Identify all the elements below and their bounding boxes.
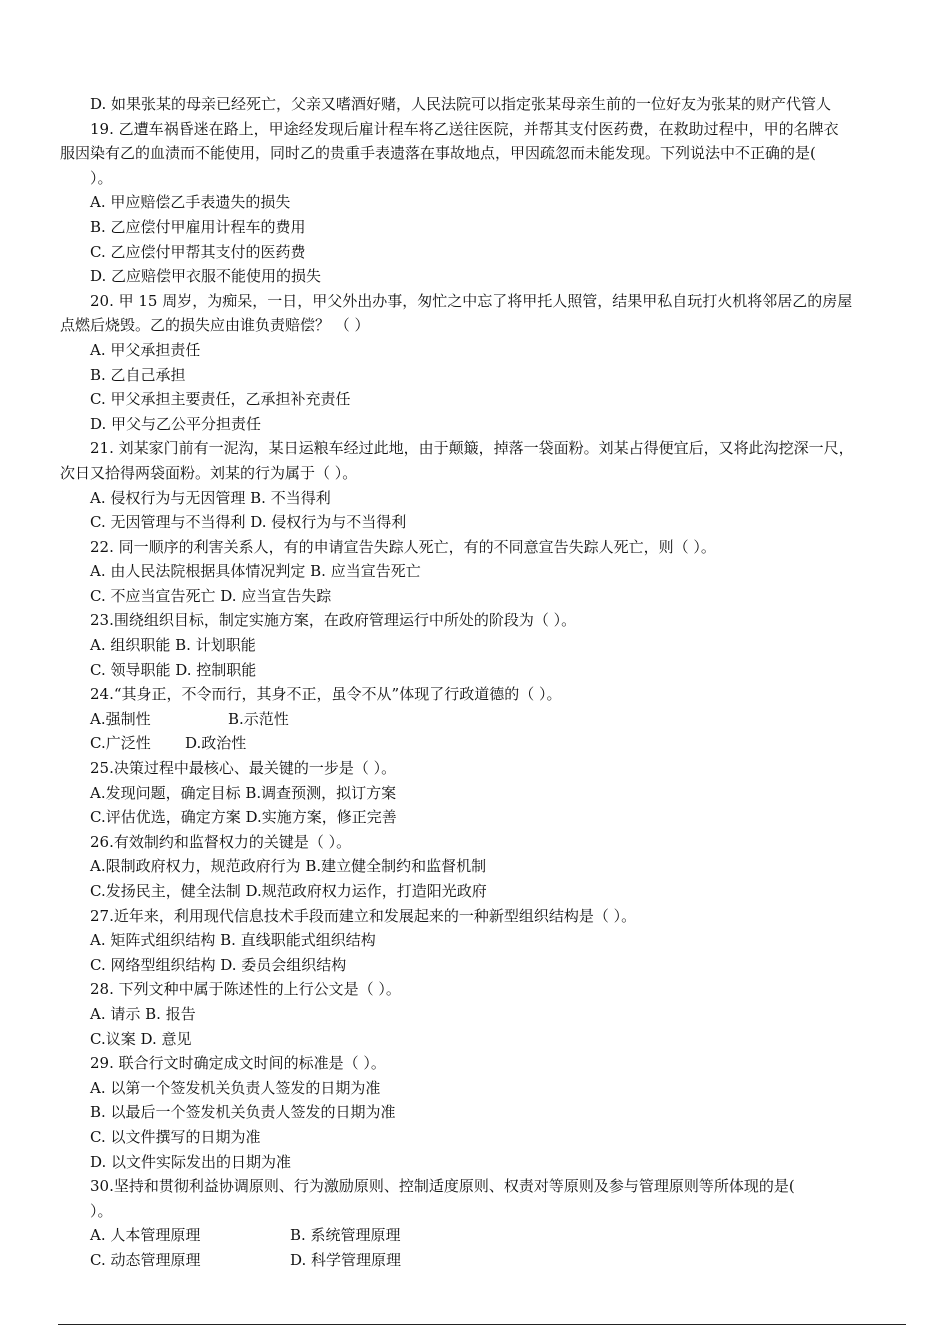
text-line: D. 甲父与乙公平分担责任: [90, 414, 262, 433]
text-line: C. 领导职能 D. 控制职能: [90, 660, 257, 679]
text-line: ）。: [90, 168, 113, 187]
option-pair-line: [60, 1223, 910, 1248]
text-line: 29. 联合行文时确定成文时间的标准是（ ）。: [90, 1054, 386, 1073]
text-line: 27.近年来，利用现代信息技术手段而建立和发展起来的一种新型组织结构是（ ）。: [90, 906, 637, 925]
text-line: 23.围绕组织目标，制定实施方案，在政府管理运行中所处的阶段为（ ）。: [90, 611, 577, 630]
text-line: A. 请示 B. 报告: [90, 1004, 196, 1023]
text-line: A. 由人民法院根据具体情况判定 B. 应当宣告死亡: [90, 562, 421, 581]
text-line: 次日又拾得两袋面粉。刘某的行为属于（ ）。: [60, 463, 358, 482]
text-line: 21. 刘某家门前有一泥沟，某日运粮车经过此地，由于颠簸，掉落一袋面粉。刘某占得便宜后，又将此沟挖深一尺，: [90, 439, 854, 458]
text-line: C. 以文件撰写的日期为准: [90, 1127, 261, 1146]
text-line: A. 甲应赔偿乙手表遗失的损失: [90, 193, 291, 212]
text-line: 24.“其身正，不令而行，其身不正，虽令不从”体现了行政道德的（ ）。: [90, 685, 562, 704]
option-pair-line: [60, 707, 910, 732]
text-line: C.评估优选，确定方案 D.实施方案，修正完善: [90, 808, 397, 827]
text-line: 25.决策过程中最核心、最关键的一步是（ ）。: [90, 759, 397, 778]
text-line: C.议案 D. 意见: [90, 1029, 192, 1048]
option-text: C.广泛性: [90, 734, 151, 753]
text-line: D. 如果张某的母亲已经死亡，父亲又嗜酒好赌，人民法院可以指定张某母亲生前的一位好友为张某的财产代管人: [90, 95, 832, 113]
text-line: ）。: [90, 1201, 113, 1220]
text-line: A. 矩阵式组织结构 B. 直线职能式组织结构: [90, 931, 376, 950]
text-line: D. 以文件实际发出的日期为准: [90, 1152, 292, 1171]
text-line: C. 乙应偿付甲帮其支付的医药费: [90, 242, 306, 261]
text-line: C. 不应当宣告死亡 D. 应当宣告失踪: [90, 586, 332, 605]
text-line: A. 组织职能 B. 计划职能: [90, 636, 256, 655]
text-line: 26.有效制约和监督权力的关键是（ ）。: [90, 832, 352, 851]
option-text: A. 人本管理原理: [90, 1226, 201, 1245]
option-text: D.政治性: [185, 734, 247, 753]
option-text: B. 系统管理原理: [290, 1226, 401, 1245]
text-line: D. 乙应赔偿甲衣服不能使用的损失: [90, 267, 322, 286]
text-line: 22. 同一顺序的利害关系人，有的申请宣告失踪人死亡，有的不同意宣告失踪人死亡，则（ ）。: [90, 537, 716, 556]
option-text: C. 动态管理原理: [90, 1250, 201, 1269]
option-text: D. 科学管理原理: [290, 1250, 402, 1269]
text-line: C.发扬民主，健全法制 D.规范政府权力运作，打造阳光政府: [90, 882, 487, 900]
text-line: B. 以最后一个签发机关负责人签发的日期为准: [90, 1103, 396, 1122]
text-line: C. 甲父承担主要责任，乙承担补充责任: [90, 390, 351, 409]
option-pair-line: [60, 1248, 910, 1273]
text-line: 30.坚持和贯彻利益协调原则、行为激励原则、控制适度原则、权责对等原则及参与管理原则等所体现的是(: [90, 1177, 795, 1196]
option-pair-line: [60, 731, 910, 756]
text-line: 点燃后烧毁。乙的损失应由谁负责赔偿？ （ ）: [60, 316, 370, 335]
document-body: [60, 92, 910, 1273]
text-line: C. 网络型组织结构 D. 委员会组织结构: [90, 955, 347, 974]
text-line: C. 无因管理与不当得利 D. 侵权行为与不当得利: [90, 513, 407, 532]
text-line: 19. 乙遭车祸昏迷在路上，甲途经发现后雇计程车将乙送往医院，并帮其支付医药费，在救助过程中，甲的名牌衣: [90, 119, 839, 138]
text-line: A.发现问题，确定目标 B.调查预测，拟订方案: [90, 783, 397, 802]
text-line: A. 甲父承担责任: [90, 340, 201, 359]
text-line: A. 以第一个签发机关负责人签发的日期为准: [90, 1078, 381, 1097]
text-line: A. 侵权行为与无因管理 B. 不当得利: [90, 488, 331, 507]
text-line: A.限制政府权力，规范政府行为 B.建立健全制约和监督机制: [90, 857, 487, 876]
text-line: B. 乙应偿付甲雇用计程车的费用: [90, 217, 306, 236]
text-line: 28. 下列文种中属于陈述性的上行公文是（ ）。: [90, 980, 401, 999]
option-text: A.强制性: [90, 709, 151, 728]
footer-rule: [58, 1324, 906, 1325]
text-line: 20. 甲 15 周岁，为痴呆，一日，甲父外出办事，匆忙之中忘了将甲托人照管，结果甲私自玩打火机将邻居乙的房屋: [90, 291, 853, 310]
text-line: 服因染有乙的血渍而不能使用，同时乙的贵重手表遗落在事故地点，甲因疏忽而未能发现。下列说法中不正确的是(: [60, 144, 816, 163]
option-text: B.示范性: [228, 709, 289, 728]
text-line: B. 乙自己承担: [90, 365, 186, 384]
